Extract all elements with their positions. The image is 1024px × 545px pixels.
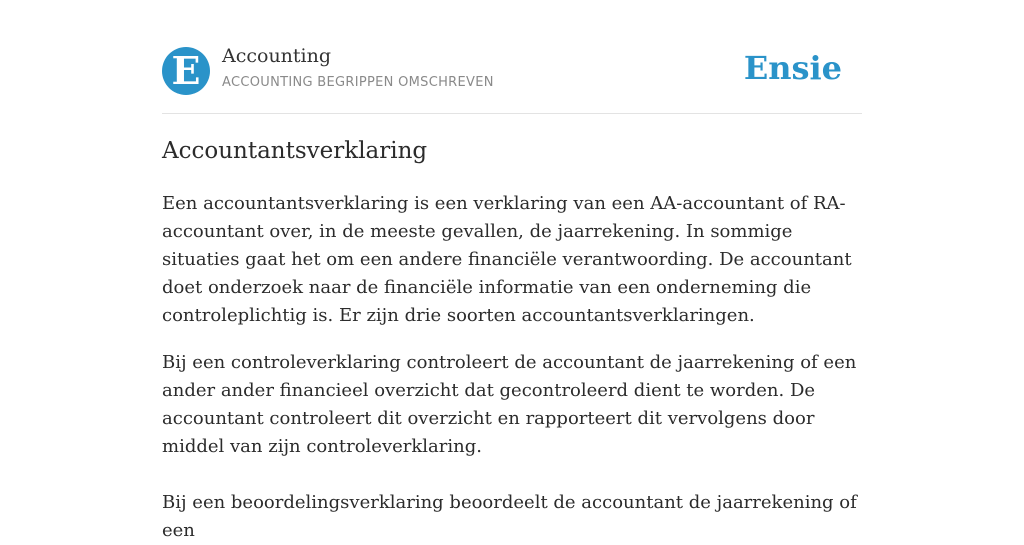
article-paragraph-3: Bij een beoordelingsverklaring beoordeelt de accountant de jaarrekening of een xyxy=(162,492,857,541)
site-title[interactable]: Accounting xyxy=(222,45,332,67)
site-header xyxy=(162,0,862,114)
article-paragraph-2: Bij een controleverklaring controleert de accountant de jaarrekening of een ander ander financieel overzicht dat gecontroleerd dient te worden. De accountant controleert dit overzicht en rapporteert dit vervolgens door middel van zijn controleverklaring. xyxy=(162,352,857,457)
ensie-brand-logo[interactable]: Ensie xyxy=(743,49,842,87)
site-subtitle: ACCOUNTING BEGRIPPEN OMSCHREVEN xyxy=(222,75,494,90)
page-title: Accountantsverklaring xyxy=(162,138,428,164)
ensie-e-logo-icon[interactable]: E xyxy=(162,47,210,95)
article-paragraph-1: Een accountantsverklaring is een verklaring van een AA-accountant of RA-accountant over, in de meeste gevallen, de jaarrekening. In sommige situaties gaat het om een andere financiële verantwoording. De accountant doet onderzoek naar de financiële informatie van een onderneming die controleplichtig is. Er zijn drie soorten accountantsverklaringen. xyxy=(162,193,852,326)
page-container xyxy=(162,0,862,541)
